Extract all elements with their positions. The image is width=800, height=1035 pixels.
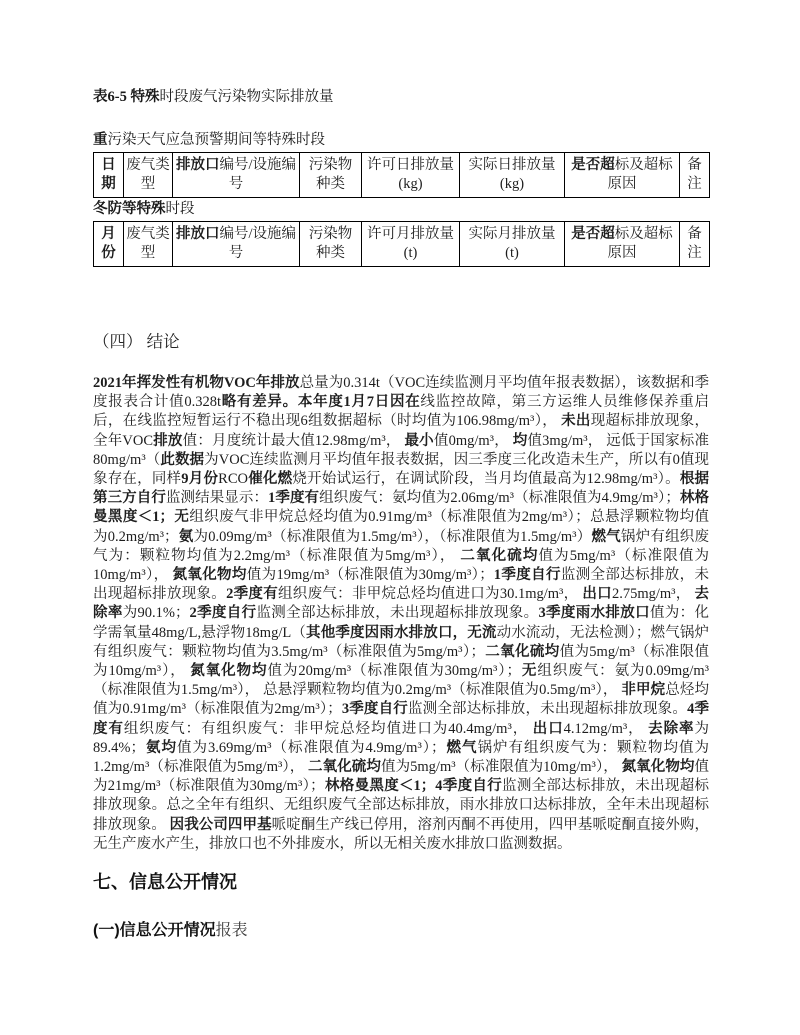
col-header-month: 月份 xyxy=(94,222,124,267)
daily-emissions-table xyxy=(93,152,710,198)
monthly-emissions-table xyxy=(93,221,710,267)
col-header-date: 日期 xyxy=(94,153,124,198)
section-7-heading: 七、信息公开情况 xyxy=(93,872,237,893)
col-header-exceedance: 是否超标及超标原因 xyxy=(565,153,680,198)
col-header-actual-daily: 实际日排放量(kg) xyxy=(460,153,565,198)
col-header-pollutant: 污染物种类 xyxy=(300,153,362,198)
col-header-gas-type: 废气类型 xyxy=(124,222,173,267)
col-header-permitted-daily: 许可日排放量(kg) xyxy=(362,153,460,198)
col-header-permitted-monthly: 许可月排放量(t) xyxy=(362,222,460,267)
col-header-note: 备注 xyxy=(680,222,710,267)
winter-special-period-label: 冬防等特殊时段 xyxy=(93,201,195,217)
monthly-emissions-header-row xyxy=(94,222,710,267)
col-header-pollutant: 污染物种类 xyxy=(300,222,362,267)
col-header-outlet-id: 排放口编号/设施编号 xyxy=(173,222,300,267)
conclusion-heading: （四） 结论 xyxy=(93,332,180,351)
table-6-5-caption: 表6-5 特殊时段废气污染物实际排放量 xyxy=(93,89,334,105)
col-header-actual-monthly: 实际月排放量(t) xyxy=(460,222,565,267)
col-header-outlet-id: 排放口编号/设施编号 xyxy=(173,153,300,198)
col-header-gas-type: 废气类型 xyxy=(124,153,173,198)
conclusion-paragraph: 2021年挥发性有机物VOC年排放总量为0.314t（VOC连续监测月平均值年报表数据），该数据和季度报表合计值0.328t略有差异。本年度1月7日因在线监控故障，第三方运维人员维修保养重启后，在线监控短暂运行不稳出现6组数据超标（时均值为106.98mg/m³）， 未出现超标排放现象，全年VOC排放值：月度统计最大值12.98mg/m³， 最小值0mg/m³， 均值3mg/m³， 远低于国家标准80mg/m³（此数据为VOC连续监测月平均值年报表数据，因三季度三化改造未生产，所以有0值现象存在，同样9月份RCO催化燃烧开始试运行，在调试阶段，当月均值最高为12.98mg/m³）。根据第三方自行监测结果显示：1季度有组织废气：氨均值为2.06mg/m³（标准限值为4.9mg/m³）；林格曼黑度＜1；无组织废气非甲烷总烃均值为0.91mg/m³（标准限值为2mg/m³）；总悬浮颗粒物均值为0.2mg/m³；氨为0.09mg/m³（标准限值为1.5mg/m³），（标准限值为1.5mg/m³）燃气锅炉有组织废气为：颗粒物均值为2.2mg/m³（标准限值为5mg/m³）， 二氧化硫均值为5mg/m³（标准限值为10mg/m³）， 氮氧化物均值为19mg/m³（标准限值为30mg/m³）；1季度自行监测全部达标排放，未出现超标排放现象。2季度有组织废气：非甲烷总烃均值进口为30.1mg/m³， 出口2.75mg/m³， 去除率为90.1%；2季度自行监测全部达标排放，未出现超标排放现象。3季度雨水排放口值为：化学需氧量48mg/L,悬浮物18mg/L（其他季度因雨水排放口，无流动水流动，无法检测）；燃气锅炉有组织废气：颗粒物均值为3.5mg/m³（标准限值为5mg/m³）；二氧化硫均值为5mg/m³（标准限值为10mg/m³）， 氮氧化物均值为20mg/m³（标准限值为30mg/m³）；无组织废气：氨为0.09mg/m³（标准限值为1.5mg/m³）， 总悬浮颗粒物均值为0.2mg/m³（标准限值为0.5mg/m³）， 非甲烷总烃均值为0.91mg/m³（标准限值为2mg/m³）；3季度自行监测全部达标排放，未出现超标排放现象。4季度有组织废气：有组织废气：非甲烷总烃均值进口为40.4mg/m³， 出口4.12mg/m³， 去除率为89.4%；氨均值为3.69mg/m³（标准限值为4.9mg/m³）；燃气锅炉有组织废气为：颗粒物均值为1.2mg/m³（标准限值为5mg/m³）， 二氧化硫均值为5mg/m³（标准限值为10mg/m³）， 氮氧化物均值为21mg/m³（标准限值为30mg/m³）；林格曼黑度＜1；4季度自行监测全部达标排放，未出现超标排放现象。总之全年有组织、无组织废气全部达标排放，雨水排放口达标排放，全年未出现超标排放现象。 因我公司四甲基哌啶酮生产线已停用，溶剂丙酮不再使用，四甲基哌啶酮直接外购，无生产废水产生，排放口也不外排废水，所以无相关废水排放口监测数据。 xyxy=(93,375,710,852)
section-7-1-subheading: (一)信息公开情况报表 xyxy=(93,922,248,940)
col-header-exceedance: 是否超标及超标原因 xyxy=(565,222,680,267)
daily-emissions-header-row xyxy=(94,153,710,198)
daily-special-period-label: 重污染天气应急预警期间等特殊时段 xyxy=(93,132,325,148)
col-header-note: 备注 xyxy=(680,153,710,198)
